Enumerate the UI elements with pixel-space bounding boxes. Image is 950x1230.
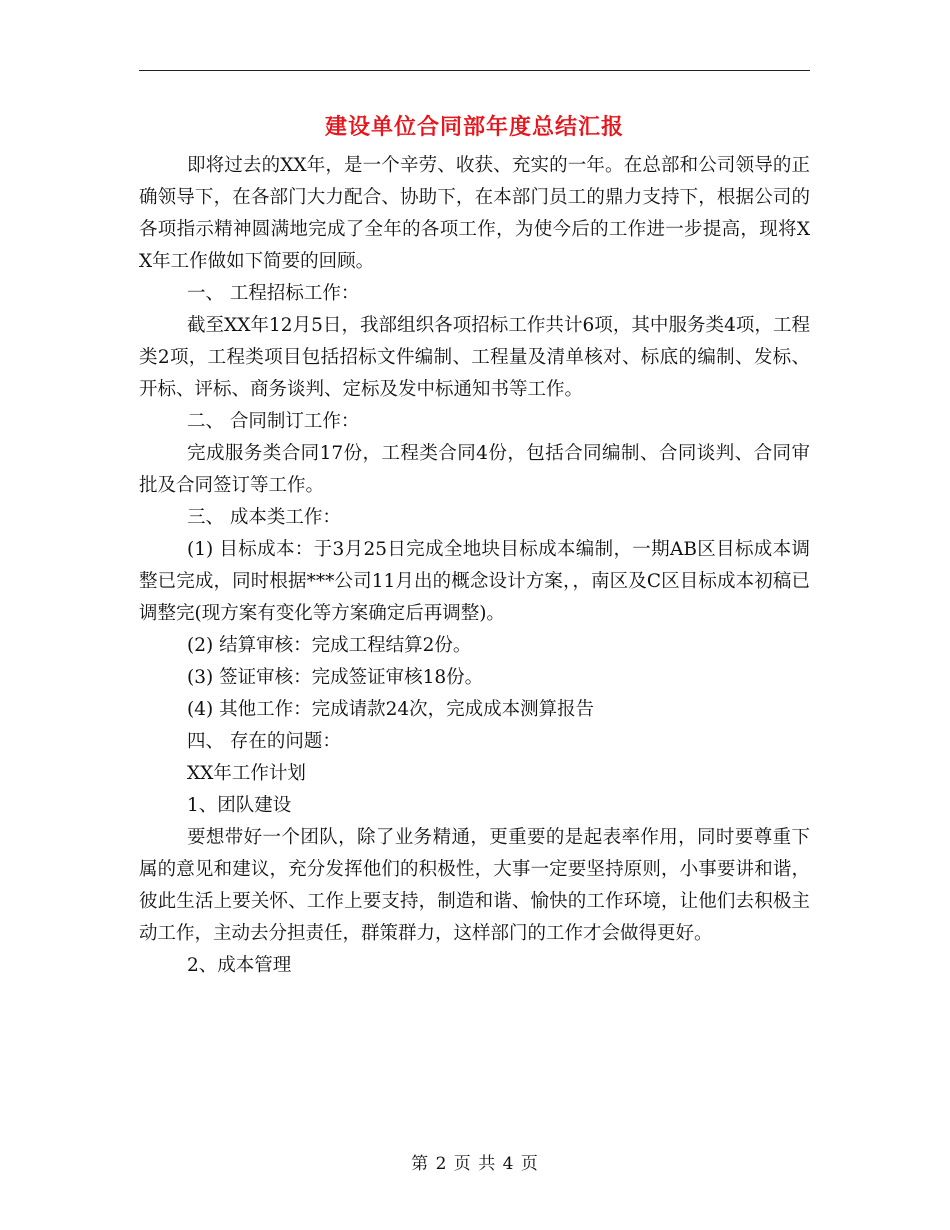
contracts-paragraph: 完成服务类合同17份，工程类合同4份，包括合同编制、合同谈判、合同审批及合同签订等工作。 [139,443,810,496]
cost-item-visa: (3) 签证审核：完成签证审核18份。 [187,667,484,688]
plan-heading: XX年工作计划 [187,763,306,784]
cost-item-target: (1) 目标成本：于3月25日完成全地块目标成本编制，一期AB区目标成本调整已完成，同时根据***公司11月出的概念设计方案，，南区及C区目标成本初稿已调整完(现方案有变化等方案确定后再调整)。 [139,539,810,624]
plan-heading-cost: 2、成本管理 [187,955,292,976]
header-rule [139,70,810,71]
section-heading-contracts: 二、 合同制订工作： [187,411,360,432]
document-title: 建设单位合同部年度总结汇报 [324,114,624,140]
section-heading-bidding: 一、 工程招标工作： [187,283,360,304]
bidding-paragraph: 截至XX年12月5日，我部组织各项招标工作共计6项，其中服务类4项，工程类2项，工程类项目包括招标文件编制、工程量及清单核对、标底的编制、发标、开标、评标、商务谈判、定标及发中标通知书等工作。 [139,315,810,400]
document-body [139,150,810,982]
page-number: 第 2 页 共 4 页 [411,1154,539,1174]
section-heading-cost: 三、 成本类工作： [187,507,341,528]
intro-paragraph: 即将过去的XX年，是一个辛劳、收获、充实的一年。在总部和公司领导的正确领导下，在各部门大力配合、协助下，在本部门员工的鼎力支持下，根据公司的各项指示精神圆满地完成了全年的各项工作，为使今后的工作进一步提高，现将XX年工作做如下简要的回顾。 [139,155,810,272]
section-heading-problems: 四、 存在的问题： [187,731,341,752]
cost-item-other: (4) 其他工作：完成请款24次，完成成本测算报告 [187,699,595,720]
plan-heading-team: 1、团队建设 [187,795,292,816]
team-paragraph: 要想带好一个团队，除了业务精通，更重要的是起表率作用，同时要尊重下属的意见和建议，充分发挥他们的积极性，大事一定要坚持原则，小事要讲和谐，彼此生活上要关怀、工作上要支持，制造和谐、愉快的工作环境，让他们去积极主动工作，主动去分担责任，群策群力，这样部门的工作才会做得更好。 [139,827,810,944]
cost-item-settlement: (2) 结算审核：完成工程结算2份。 [187,635,472,656]
